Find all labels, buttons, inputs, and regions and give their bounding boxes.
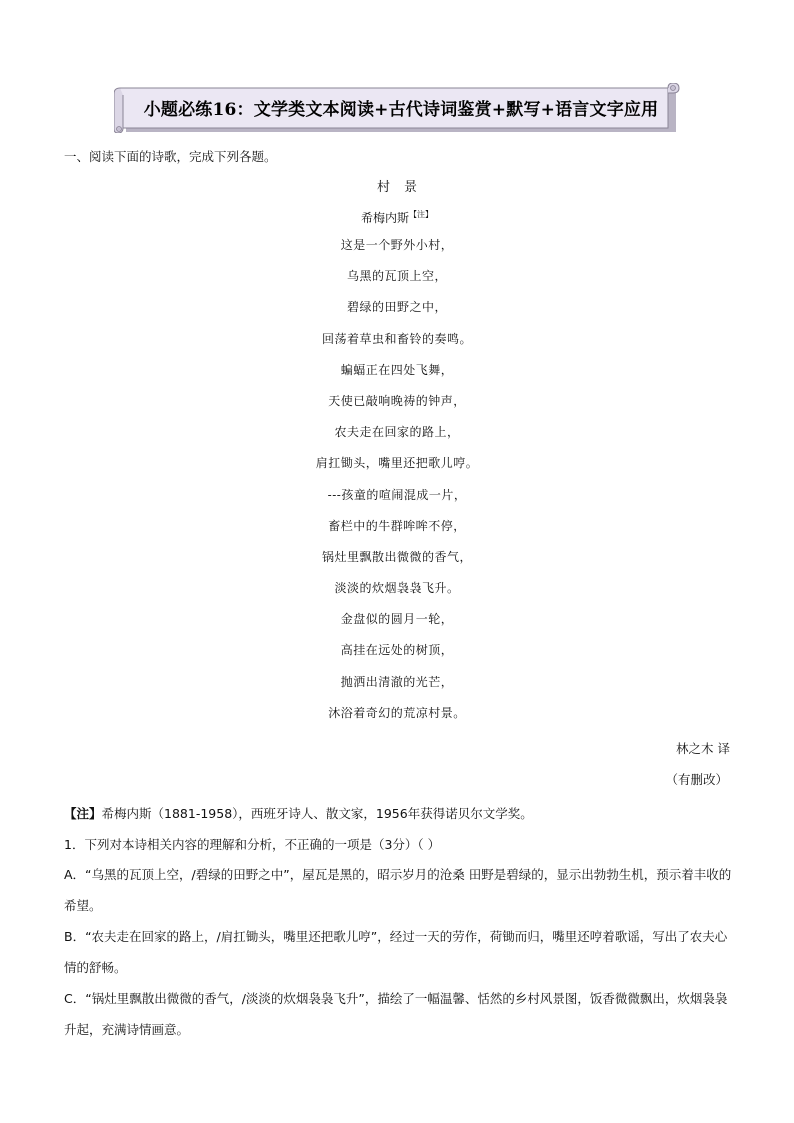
poem-line: 乌黑的瓦顶上空， xyxy=(346,269,447,284)
poem-line: 金盘似的圆月一轮， xyxy=(340,612,454,627)
poem-line: 高挂在远处的树顶， xyxy=(340,643,454,658)
poem-line: 蝙蝠正在四处飞舞， xyxy=(340,362,454,377)
section-heading: 一、阅读下面的诗歌，完成下列各题。 xyxy=(64,149,277,164)
poem-author-name: 希梅内斯 xyxy=(360,211,409,225)
poem-line: 抛洒出清澈的光芒， xyxy=(340,674,454,689)
poem-line: 回荡着草虫和畜铃的奏鸣。 xyxy=(321,331,472,346)
poem-line: ---孩童的喧闹混成一片， xyxy=(327,487,467,502)
option-b: B．“农夫走在回家的路上，/肩扛锄头，嘴里还把歌儿哼”，经过一天的劳作，荷锄而归，嘴里还哼着歌谣，写出了农夫心情的舒畅。 xyxy=(64,929,728,975)
poem-translator: 林之木 译 xyxy=(676,741,730,756)
poem-line: 天使已敲响晚祷的钟声， xyxy=(328,393,466,408)
poem-line: 锅灶里飘散出微微的香气， xyxy=(321,549,472,564)
poem-author-note-mark: 【注】 xyxy=(409,210,433,219)
option-a: A．“乌黑的瓦顶上空，/碧绿的田野之中”，屋瓦是黑的，昭示岁月的沧桑 田野是碧绿的，显示出勃勃生机，预示着丰收的希望。 xyxy=(64,867,732,913)
poem-line: 碧绿的田野之中， xyxy=(346,300,447,315)
poem-edited-note: （有删改） xyxy=(665,772,728,787)
option-c: C．“锅灶里飘散出微微的香气，/淡淡的炊烟袅袅飞升”，描绘了一幅温馨、恬然的乡村风景图，饭香微微飘出，炊烟袅袅升起，充满诗情画意。 xyxy=(64,991,728,1037)
poem xyxy=(0,177,794,729)
note-mark: 【注】 xyxy=(64,806,102,821)
poem-line: 畜栏中的牛群哞哞不停， xyxy=(328,518,466,533)
poem-line: 这是一个野外小村， xyxy=(340,238,454,252)
poem-line: 淡淡的炊烟袅袅飞升。 xyxy=(334,581,460,596)
poem-line: 肩扛锄头，嘴里还把歌儿哼。 xyxy=(315,456,479,471)
poem-title: 村景 xyxy=(376,180,431,195)
note-text: 希梅内斯（1881-1958），西班牙诗人、散文家，1956年获得诺贝尔文学奖。 xyxy=(101,806,533,821)
author-note xyxy=(64,799,732,830)
title-banner xyxy=(114,83,680,133)
poem-lines xyxy=(0,230,794,729)
poem-author xyxy=(0,199,794,230)
question-stem: 1．下列对本诗相关内容的理解和分析，不正确的一项是（3分）（ ） xyxy=(64,837,441,852)
poem-line: 沐浴着奇幻的荒凉村景。 xyxy=(328,705,466,720)
page-title: 小题必练16：文学类文本阅读+古代诗词鉴赏+默写+语言文字应用 xyxy=(143,100,659,120)
poem-line: 农夫走在回家的路上， xyxy=(334,425,460,440)
